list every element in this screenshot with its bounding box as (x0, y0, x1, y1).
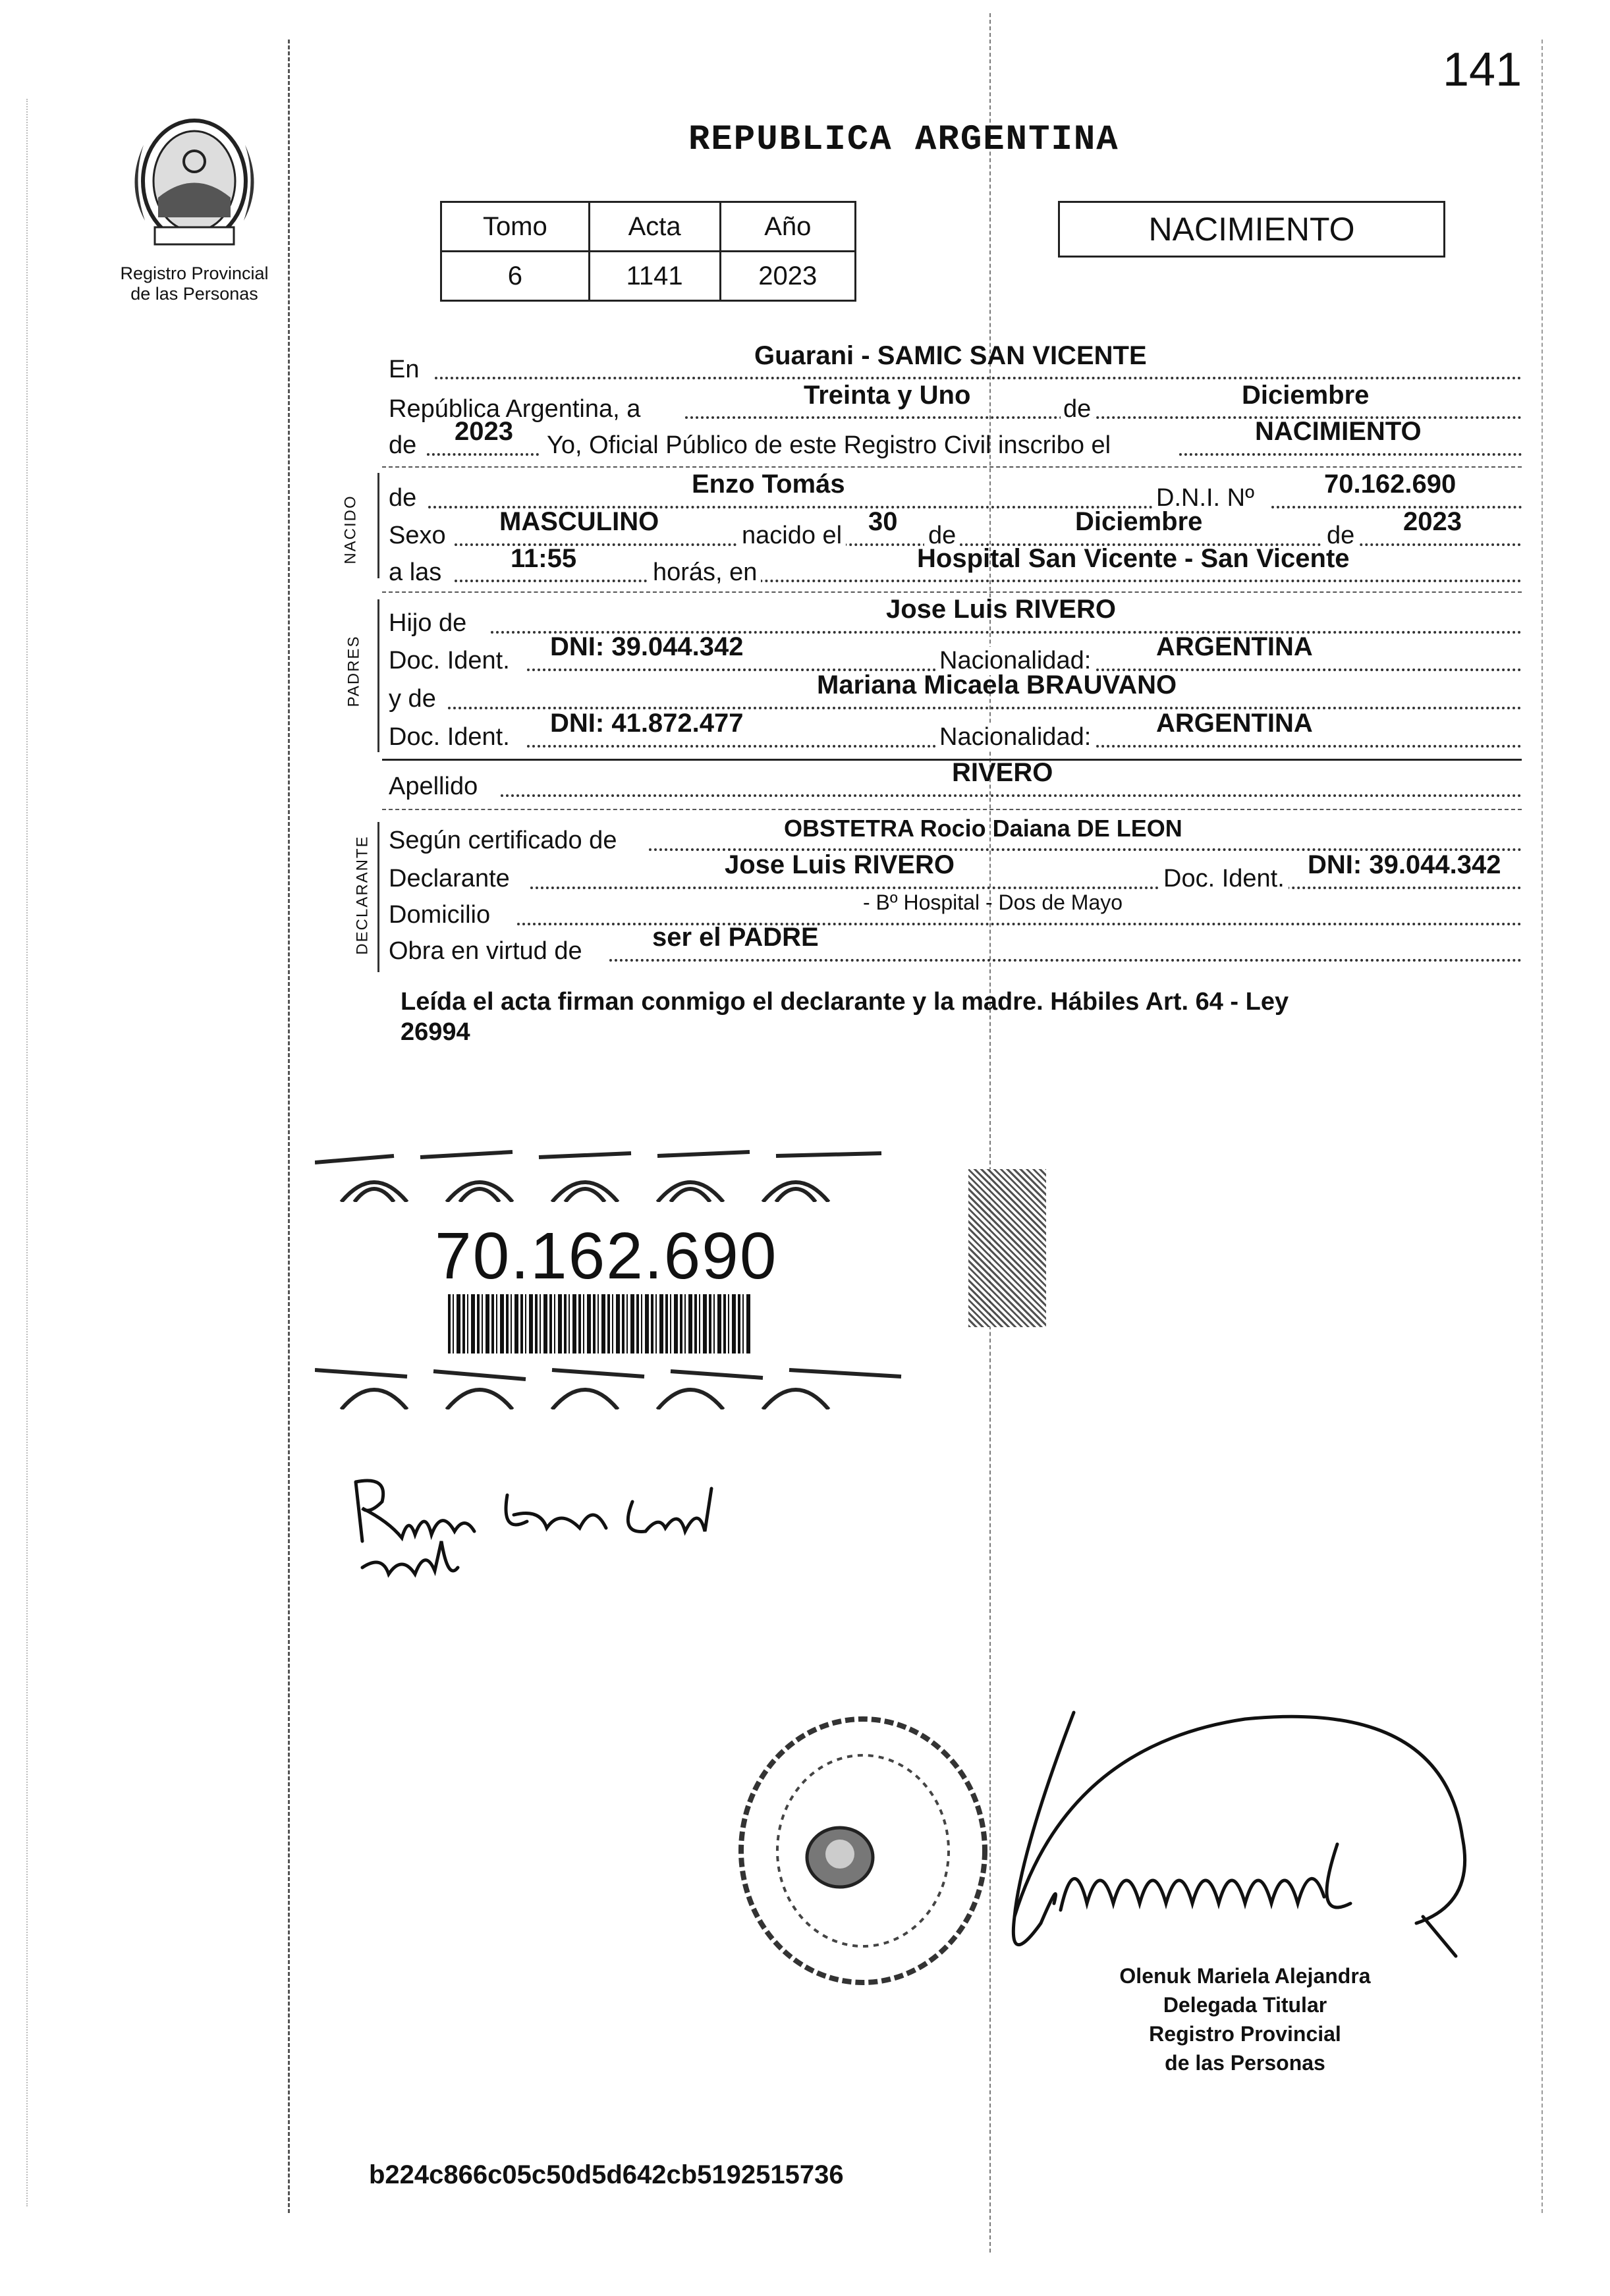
de-label-3: de (924, 522, 960, 550)
register-value-anio: 2023 (720, 252, 855, 301)
handwritten-name (343, 1469, 771, 1600)
nac-mes-value: Diciembre (1075, 507, 1203, 536)
obra-label: Obra en virtud de (389, 937, 582, 965)
register-table (440, 201, 856, 302)
de-label-2: de (389, 431, 417, 459)
nac-dia-value: 30 (868, 507, 898, 536)
doc2-value: DNI: 41.872.477 (550, 709, 744, 738)
wave-pattern-icon (315, 1357, 908, 1409)
padres-side-label: PADRES (345, 635, 363, 707)
logo-caption (99, 263, 290, 304)
id-sticker-top-border (315, 1149, 895, 1202)
hora-dots (455, 580, 1522, 582)
mes-value: Diciembre (1242, 381, 1370, 410)
nac2-label: Nacionalidad: (935, 723, 1095, 752)
page-title: REPUBLICA ARGENTINA (688, 120, 1119, 160)
dni-label: D.N.I. Nº (1156, 484, 1254, 512)
republica-label: República Argentina, a (389, 395, 641, 423)
dni-dots (1271, 506, 1522, 508)
apellido-value: RIVERO (952, 758, 1053, 787)
margin-guide-left (288, 40, 290, 2213)
official-stamp-icon (725, 1712, 1001, 1989)
obra-dots (609, 959, 1522, 962)
domicilio-value: - Bº Hospital - Dos de Mayo (863, 890, 1123, 914)
horas-label: horás, en (649, 559, 761, 587)
doc2-label: Doc. Ident. (389, 723, 510, 751)
page-number: 141 (1443, 43, 1522, 96)
doc3-label: Doc. Ident. (1159, 865, 1289, 893)
en-dots (435, 377, 1522, 379)
closing-line-2: 26994 (401, 1018, 470, 1046)
official-name-block (1094, 1961, 1397, 2077)
id-sticker-barcode (448, 1294, 751, 1353)
inscribo-value: NACIMIENTO (1255, 417, 1422, 446)
hijo-label: Hijo de (389, 609, 467, 637)
province-logo (119, 105, 270, 257)
official-office-line1: Registro Provincial (1149, 2022, 1341, 2046)
sexo-value: MASCULINO (499, 507, 659, 536)
declarante-value: Jose Luis RIVERO (725, 850, 955, 879)
closing-line-1: Leída el acta firman conmigo el declarante y la madre. Hábiles Art. 64 - Ley (401, 988, 1289, 1016)
nac1-value: ARGENTINA (1156, 632, 1313, 661)
nacido-bracket (377, 473, 379, 578)
de-label: de (1061, 395, 1094, 424)
nac2-value: ARGENTINA (1156, 709, 1313, 738)
doc1-label: Doc. Ident. (389, 647, 510, 674)
nombre-value: Enzo Tomás (692, 470, 845, 499)
nac-anio-value: 2023 (1403, 507, 1462, 536)
logo-caption-line1: Registro Provincial (120, 263, 269, 283)
anio-value: 2023 (455, 417, 513, 446)
id-sticker-number: 70.162.690 (435, 1219, 778, 1293)
declarante-side-label: DECLARANTE (353, 835, 372, 955)
official-signature (968, 1706, 1482, 2002)
official-office-line2: de las Personas (1165, 2051, 1325, 2075)
domicilio-label: Domicilio (389, 901, 491, 929)
document-hash: b224c866c05c50d5d642cb5192515736 (369, 2160, 844, 2189)
oficial-text: Yo, Oficial Público de este Registro Civil inscribo el (547, 431, 1111, 459)
doc3-value: DNI: 39.044.342 (1308, 850, 1501, 879)
official-role: Delegada Titular (1163, 1993, 1327, 2017)
closing-statement (401, 987, 1289, 1047)
dia-value: Treinta y Uno (804, 381, 971, 410)
logo-caption-line2: de las Personas (130, 284, 258, 304)
madre-value: Mariana Micaela BRAUVANO (817, 670, 1177, 699)
nacido-label: nacido el (738, 522, 846, 550)
register-header-tomo: Tomo (441, 202, 590, 252)
security-hologram (968, 1169, 1046, 1327)
register-table-values (441, 252, 856, 301)
anio-dots (427, 453, 539, 456)
margin-guide-right (1541, 40, 1543, 2213)
obra-value: ser el PADRE (652, 923, 819, 952)
doc1-value: DNI: 39.044.342 (550, 632, 744, 661)
wave-pattern-icon (315, 1149, 895, 1202)
register-value-tomo: 6 (441, 252, 590, 301)
apellido-label: Apellido (389, 773, 478, 800)
padre-value: Jose Luis RIVERO (886, 595, 1116, 624)
register-header-anio: Año (720, 202, 855, 252)
register-value-acta: 1141 (589, 252, 720, 301)
declarante-bracket (377, 822, 379, 972)
handwritten-signature-icon (343, 1469, 771, 1600)
dni-value: 70.162.690 (1324, 470, 1457, 499)
nacido-side-label: NACIDO (341, 495, 360, 564)
signature-icon (968, 1706, 1482, 2002)
sexo-label: Sexo (389, 522, 446, 549)
en-label: En (389, 356, 420, 383)
declarante-dots (530, 887, 1522, 889)
official-stamp (725, 1712, 1001, 1989)
nac1-label: Nacionalidad: (935, 647, 1095, 675)
separator-padres (382, 591, 1522, 593)
misiones-seal-icon (119, 105, 270, 257)
separator-declarante (382, 809, 1522, 810)
apellido-dots (501, 794, 1522, 797)
de-label-4: de (1323, 522, 1358, 550)
hora-label: a las (389, 559, 442, 586)
separator-nacido (382, 466, 1522, 468)
document-type-box: NACIMIENTO (1058, 201, 1445, 258)
lugar-value: Hospital San Vicente - San Vicente (917, 544, 1350, 573)
padres-bracket (377, 599, 379, 752)
en-value: Guarani - SAMIC SAN VICENTE (754, 341, 1147, 370)
hora-value: 11:55 (511, 544, 577, 573)
certificado-label: Según certificado de (389, 827, 617, 854)
declarante-label: Declarante (389, 865, 510, 892)
certificado-value: OBSTETRA Rocio Daiana DE LEON (784, 815, 1182, 842)
official-name: Olenuk Mariela Alejandra (1119, 1964, 1371, 1988)
nombre-label: de (389, 484, 417, 512)
margin-guide-far-left (26, 99, 28, 2206)
id-sticker-bottom-border (315, 1357, 908, 1409)
register-table-header (441, 202, 856, 252)
inscribo-dots (1179, 453, 1522, 456)
register-header-acta: Acta (589, 202, 720, 252)
yde-label: y de (389, 685, 436, 713)
